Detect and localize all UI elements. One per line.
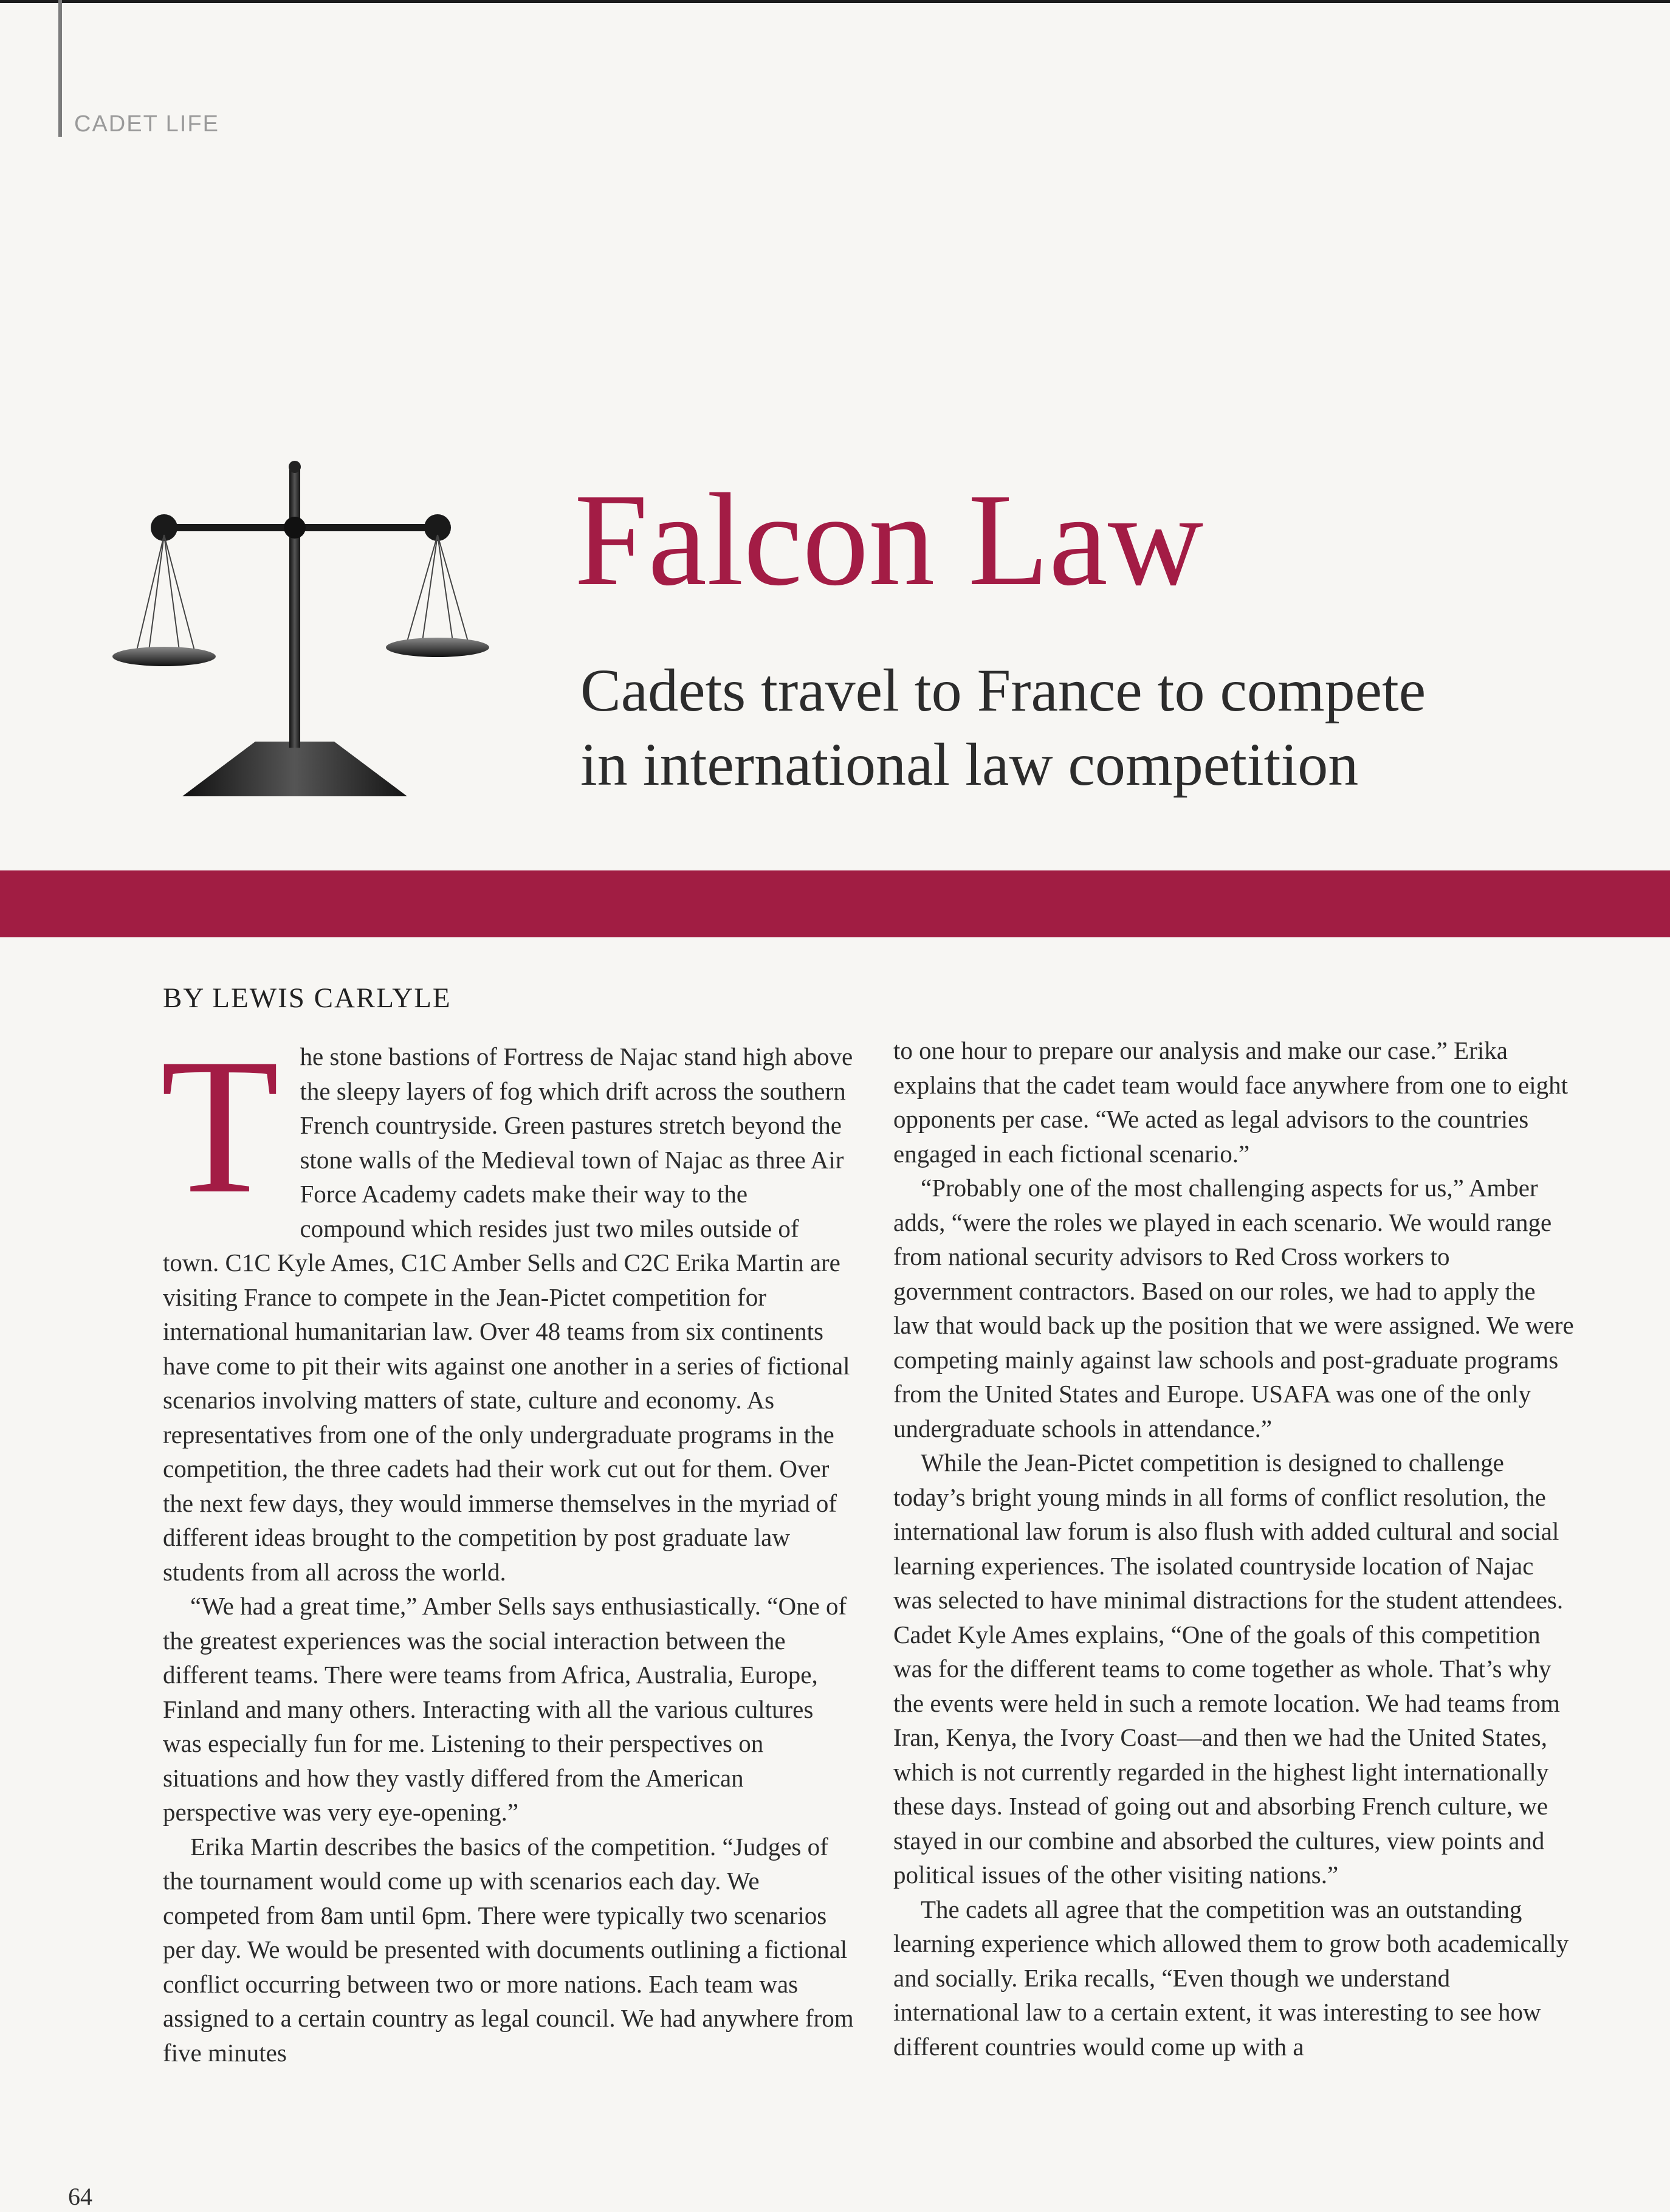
top-rule <box>0 0 1670 3</box>
article-column-right <box>893 1033 1574 2064</box>
paragraph: Erika Martin describes the basics of the competition. “Judges of the tournament would come up with scenarios each day. We competed from 8am until 6pm. There were typically two scenarios per day. We would be presented with documents outlining a fictional conflict occurring between two or more nations. Each team was assigned to a certain country as legal council. We had anywhere from five minutes <box>163 1832 854 2067</box>
paragraph: “We had a great time,” Amber Sells says enthusiastically. “One of the greatest experiences was the social interaction between the different teams. There were teams from Africa, Australia, Europe, Finland and many others. Interacting with all the various cultures was especially fun for me. Listening to their perspectives on situations and how they vastly differed from the American perspective was very eye-opening.” <box>163 1592 847 1826</box>
side-rule <box>58 0 62 137</box>
accent-banner <box>0 870 1670 937</box>
section-label: CADET LIFE <box>74 111 219 137</box>
article-subtitle <box>580 653 1426 802</box>
subtitle-line-1: Cadets travel to France to compete <box>580 656 1426 724</box>
page-number: 64 <box>68 2183 92 2210</box>
paragraph: to one hour to prepare our analysis and make our case.” Erika explains that the cadet team would face anywhere from one to eight opponents per case. “We acted as legal advisors to the countries engaged in each fictional scenario.” <box>893 1036 1568 1168</box>
article-title: Falcon Law <box>574 467 1204 613</box>
paragraph-text: he stone bastions of Fortress de Najac stand high above the sleepy layers of fog which drift across the southern French countryside. Green pastures stretch beyond the stone walls of the Medieval town of Najac as three Air Force Academy cadets make their way to the compound which resides just two miles outside of town. C1C Kyle Ames, C1C Amber Sells and C2C Erika Martin are visiting France to compete in the Jean-Pictet competition for international humanitarian law. Over 48 teams from six continents have come to pit their wits against one another in a series of fictional scenarios involving matters of state, culture and economy. As representatives from one of the only undergraduate programs in the competition, the three cadets had their work cut out for them. Over the next few days, they would immerse themselves in the myriad of different ideas brought to the competition by post graduate law students from all across the world. <box>163 1042 853 1586</box>
paragraph: While the Jean-Pictet competition is designed to challenge today’s bright young minds in all forms of conflict resolution, the international law forum is also flush with added cultural and social learning experiences. The isolated countryside location of Najac was selected to have minimal distractions for the student attendees. Cadet Kyle Ames explains, “One of the goals of this competition was for the different teams to come together as whole. That’s why the events were held in such a remote location. We had teams from Iran, Kenya, the Ivory Coast—and then we had the United States, which is not currently regarded in the highest light internationally these days. Instead of going out and absorbing French culture, we stayed in our combine and absorbed the cultures, view points and political issues of the other visiting nations.” <box>893 1449 1564 1889</box>
scales-of-justice-icon <box>103 456 498 808</box>
article-column-left <box>160 1019 856 2070</box>
paragraph: “Probably one of the most challenging aspects for us,” Amber adds, “were the roles we played in each scenario. We would range from national security advisors to Red Cross workers to government contractors. Based on our roles, we had to apply the law that would back up the position that we were assigned. We were competing mainly against law schools and post-graduate programs from the United States and Europe. USAFA was one of the only undergraduate schools in attendance.” <box>893 1174 1574 1442</box>
subtitle-line-2: in international law competition <box>580 731 1359 798</box>
paragraph: The cadets all agree that the competition was an outstanding learning experience which allowed them to grow both academically and socially. Erika recalls, “Even though we understand international law to a certain extent, it was interesting to see how different countries would come up with a <box>893 1895 1569 2061</box>
paragraph <box>160 1019 856 1589</box>
drop-cap: T <box>160 1019 280 1234</box>
byline: BY LEWIS CARLYLE <box>163 982 452 1014</box>
